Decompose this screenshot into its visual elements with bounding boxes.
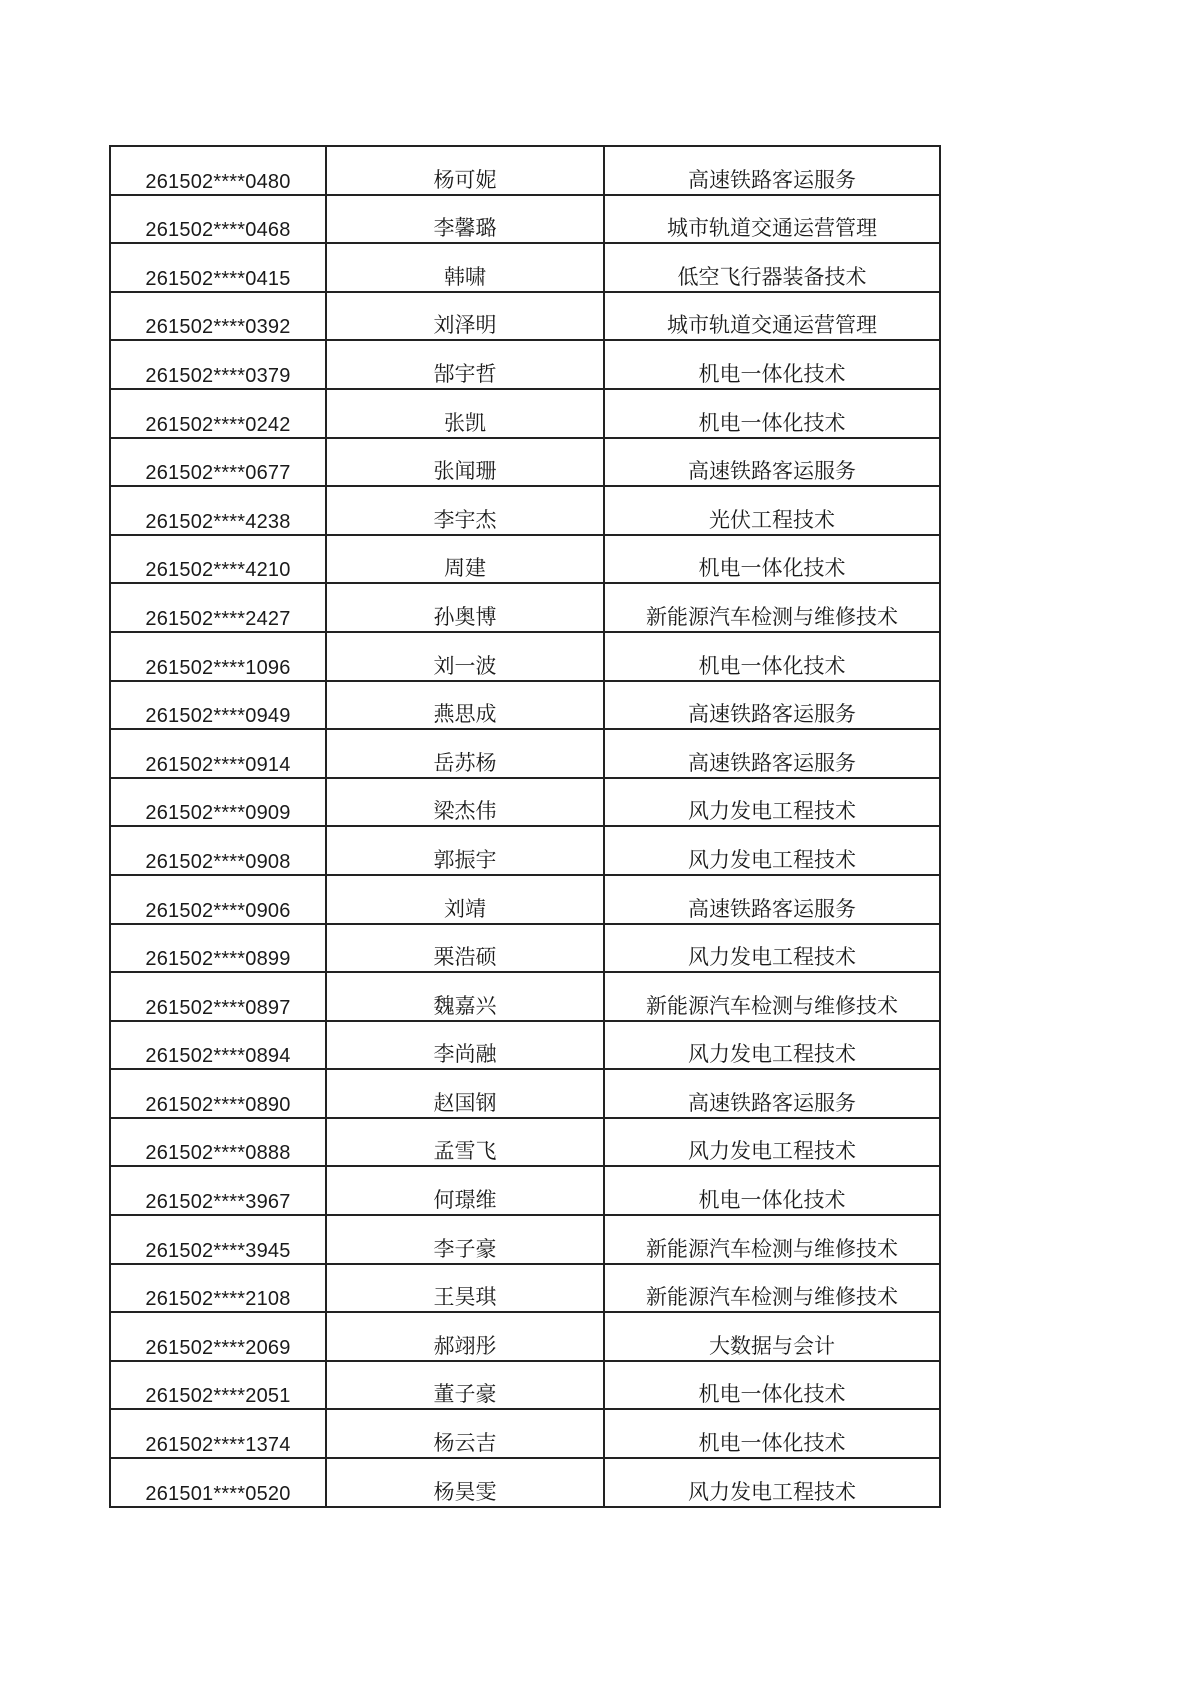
exam-id-cell: 261502****2069 [110,1312,326,1361]
table-row [110,438,940,487]
table-row [110,778,940,827]
exam-id-cell: 261502****0899 [110,924,326,973]
exam-id-cell: 261502****4238 [110,486,326,535]
major-cell: 光伏工程技术 [604,486,940,535]
major-cell: 机电一体化技术 [604,389,940,438]
table-row [110,389,940,438]
table-row [110,1458,940,1507]
student-name-cell: 郝翊彤 [326,1312,604,1361]
student-name-cell: 郜宇哲 [326,340,604,389]
major-cell: 风力发电工程技术 [604,778,940,827]
student-name-cell: 李尚融 [326,1021,604,1070]
table-row [110,486,940,535]
major-cell: 高速铁路客运服务 [604,1069,940,1118]
major-cell: 风力发电工程技术 [604,924,940,973]
exam-id-cell: 261502****0677 [110,438,326,487]
major-cell: 机电一体化技术 [604,1409,940,1458]
major-cell: 机电一体化技术 [604,340,940,389]
exam-id-cell: 261502****0392 [110,292,326,341]
exam-id-cell: 261502****0242 [110,389,326,438]
student-name-cell: 王昊琪 [326,1264,604,1313]
table-row [110,292,940,341]
major-cell: 高速铁路客运服务 [604,875,940,924]
major-cell: 高速铁路客运服务 [604,729,940,778]
student-name-cell: 魏嘉兴 [326,972,604,1021]
exam-id-cell: 261502****0949 [110,681,326,730]
exam-id-cell: 261502****1096 [110,632,326,681]
student-name-cell: 何璟维 [326,1166,604,1215]
student-name-cell: 燕思成 [326,681,604,730]
major-cell: 新能源汽车检测与维修技术 [604,583,940,632]
table-row [110,681,940,730]
table-row [110,146,940,195]
table-row [110,1264,940,1313]
exam-id-cell: 261502****4210 [110,535,326,584]
roster-table-body [110,146,940,1507]
student-name-cell: 杨可妮 [326,146,604,195]
student-name-cell: 周建 [326,535,604,584]
student-name-cell: 李子豪 [326,1215,604,1264]
exam-id-cell: 261502****0888 [110,1118,326,1167]
major-cell: 高速铁路客运服务 [604,146,940,195]
exam-id-cell: 261502****0890 [110,1069,326,1118]
exam-id-cell: 261502****0468 [110,195,326,244]
exam-id-cell: 261502****1374 [110,1409,326,1458]
table-row [110,583,940,632]
table-row [110,1215,940,1264]
major-cell: 机电一体化技术 [604,632,940,681]
student-name-cell: 杨昊雯 [326,1458,604,1507]
student-name-cell: 孙奥博 [326,583,604,632]
table-row [110,924,940,973]
major-cell: 高速铁路客运服务 [604,681,940,730]
student-name-cell: 赵国钢 [326,1069,604,1118]
major-cell: 新能源汽车检测与维修技术 [604,1215,940,1264]
exam-id-cell: 261502****0480 [110,146,326,195]
table-row [110,1118,940,1167]
student-name-cell: 韩啸 [326,243,604,292]
table-row [110,340,940,389]
major-cell: 城市轨道交通运营管理 [604,292,940,341]
exam-id-cell: 261502****3945 [110,1215,326,1264]
student-name-cell: 李宇杰 [326,486,604,535]
student-name-cell: 刘泽明 [326,292,604,341]
table-row [110,826,940,875]
major-cell: 风力发电工程技术 [604,1118,940,1167]
student-name-cell: 杨云吉 [326,1409,604,1458]
student-name-cell: 张凯 [326,389,604,438]
table-row [110,1166,940,1215]
table-row [110,195,940,244]
major-cell: 风力发电工程技术 [604,826,940,875]
exam-id-cell: 261502****0908 [110,826,326,875]
student-roster-table [109,145,941,1508]
student-name-cell: 栗浩硕 [326,924,604,973]
student-name-cell: 梁杰伟 [326,778,604,827]
table-row [110,535,940,584]
major-cell: 机电一体化技术 [604,1166,940,1215]
student-name-cell: 张闻珊 [326,438,604,487]
exam-id-cell: 261502****0909 [110,778,326,827]
exam-id-cell: 261502****2051 [110,1361,326,1410]
student-name-cell: 刘一波 [326,632,604,681]
table-row [110,632,940,681]
major-cell: 风力发电工程技术 [604,1021,940,1070]
table-row [110,1312,940,1361]
table-row [110,729,940,778]
exam-id-cell: 261502****0897 [110,972,326,1021]
table-row [110,1361,940,1410]
table-row [110,875,940,924]
student-name-cell: 董子豪 [326,1361,604,1410]
major-cell: 高速铁路客运服务 [604,438,940,487]
major-cell: 新能源汽车检测与维修技术 [604,1264,940,1313]
exam-id-cell: 261502****3967 [110,1166,326,1215]
exam-id-cell: 261502****0894 [110,1021,326,1070]
table-row [110,1021,940,1070]
table-row [110,243,940,292]
exam-id-cell: 261501****0520 [110,1458,326,1507]
student-name-cell: 岳苏杨 [326,729,604,778]
student-name-cell: 郭振宇 [326,826,604,875]
major-cell: 低空飞行器装备技术 [604,243,940,292]
major-cell: 城市轨道交通运营管理 [604,195,940,244]
student-name-cell: 孟雪飞 [326,1118,604,1167]
exam-id-cell: 261502****2108 [110,1264,326,1313]
table-row [110,1409,940,1458]
student-name-cell: 李馨璐 [326,195,604,244]
major-cell: 机电一体化技术 [604,535,940,584]
major-cell: 风力发电工程技术 [604,1458,940,1507]
student-name-cell: 刘靖 [326,875,604,924]
exam-id-cell: 261502****2427 [110,583,326,632]
table-row [110,972,940,1021]
major-cell: 大数据与会计 [604,1312,940,1361]
exam-id-cell: 261502****0906 [110,875,326,924]
table-row [110,1069,940,1118]
major-cell: 新能源汽车检测与维修技术 [604,972,940,1021]
exam-id-cell: 261502****0379 [110,340,326,389]
exam-id-cell: 261502****0415 [110,243,326,292]
major-cell: 机电一体化技术 [604,1361,940,1410]
exam-id-cell: 261502****0914 [110,729,326,778]
